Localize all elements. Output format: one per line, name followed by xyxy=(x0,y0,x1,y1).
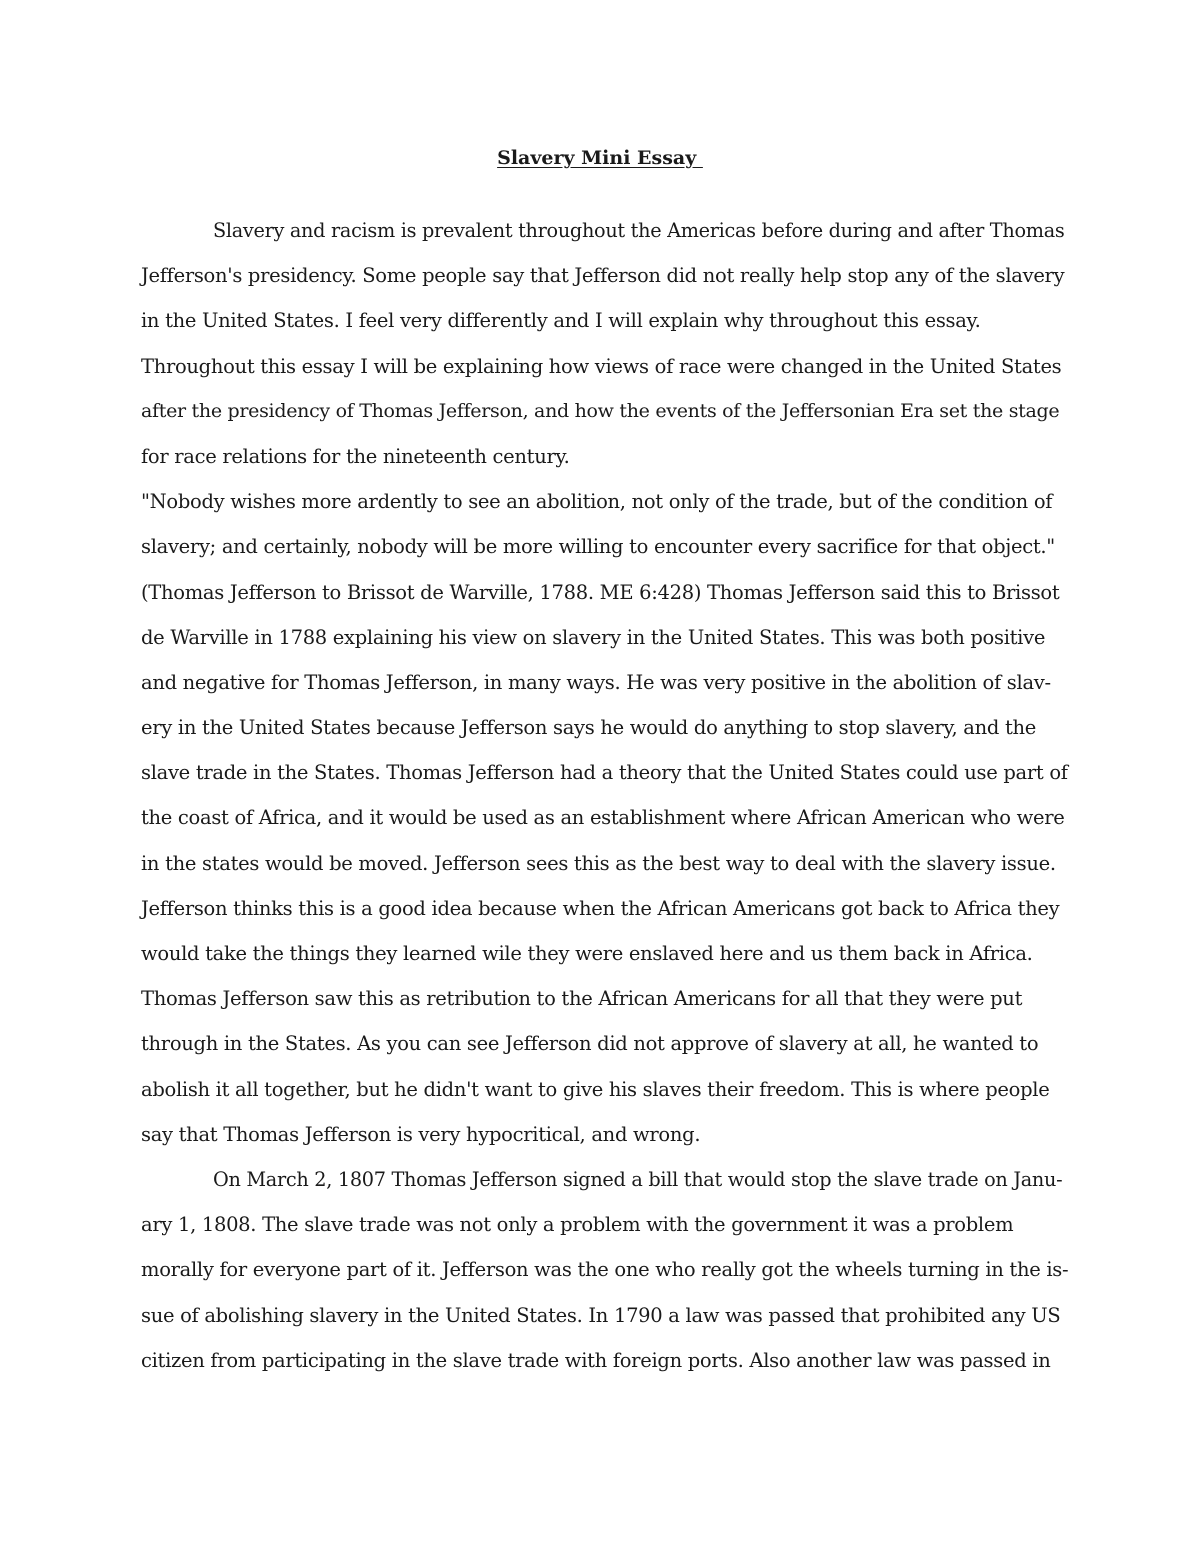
text-line: Throughout this essay I will be explaining how views of race were changed in the United States xyxy=(141,354,1062,378)
text-line: abolish it all together, but he didn't want to give his slaves their freedom. This is where people xyxy=(141,1077,1050,1101)
essay-body xyxy=(141,208,1071,1383)
text-line: in the states would be moved. Jefferson sees this as the best way to deal with the slavery issue. xyxy=(141,851,1056,875)
text-line: ary 1, 1808. The slave trade was not only a problem with the government it was a problem xyxy=(141,1213,1014,1237)
text-line: Jefferson's presidency. Some people say that Jefferson did not really help stop any of the slavery xyxy=(141,264,1065,288)
text-line: the coast of Africa, and it would be used as an establishment where African American who were xyxy=(141,806,1065,830)
text-line: ery in the United States because Jefferson says he would do anything to stop slavery, and the xyxy=(141,716,1036,740)
text-line: slave trade in the States. Thomas Jefferson had a theory that the United States could use part of xyxy=(141,761,1068,785)
text-line: sue of abolishing slavery in the United States. In 1790 a law was passed that prohibited any US xyxy=(141,1303,1061,1327)
text-line: for race relations for the nineteenth century. xyxy=(141,444,570,468)
text-line: would take the things they learned wile they were enslaved here and us them back in Africa. xyxy=(141,942,1033,965)
text-line: Thomas Jefferson saw this as retribution to the African Americans for all that they were put xyxy=(141,987,1023,1011)
essay-title-text: Slavery Mini Essay xyxy=(497,147,703,169)
text-line: through in the States. As you can see Jefferson did not approve of slavery at all, he wanted to xyxy=(141,1032,1039,1056)
text-line: citizen from participating in the slave trade with foreign ports. Also another law was passed in xyxy=(141,1348,1051,1372)
text-line: say that Thomas Jefferson is very hypocritical, and wrong. xyxy=(141,1122,701,1146)
text-line: On March 2, 1807 Thomas Jefferson signed a bill that would stop the slave trade on Janu- xyxy=(213,1167,1063,1191)
text-line: morally for everyone part of it. Jefferson was the one who really got the wheels turning in the is- xyxy=(141,1258,1069,1282)
essay-title xyxy=(0,143,1200,173)
text-line: de Warville in 1788 explaining his view on slavery in the United States. This was both positive xyxy=(141,625,1046,649)
text-line: in the United States. I feel very differently and I will explain why throughout this essay. xyxy=(141,309,981,333)
text-line: "Nobody wishes more ardently to see an abolition, not only of the trade, but of the condition of xyxy=(141,490,1053,514)
text-line: after the presidency of Thomas Jefferson, and how the events of the Jeffersonian Era set the stage xyxy=(141,399,1060,422)
text-line: and negative for Thomas Jefferson, in many ways. He was very positive in the abolition of slav- xyxy=(141,670,1051,694)
text-line: slavery; and certainly, nobody will be more willing to encounter every sacrifice for that object." xyxy=(141,535,1055,559)
text-line: (Thomas Jefferson to Brissot de Warville, 1788. ME 6:428) Thomas Jefferson said this to Brissot xyxy=(141,580,1060,604)
text-line: Slavery and racism is prevalent throughout the Americas before during and after Thomas xyxy=(213,219,1065,242)
text-line: Jefferson thinks this is a good idea because when the African Americans got back to Africa they xyxy=(141,896,1060,920)
